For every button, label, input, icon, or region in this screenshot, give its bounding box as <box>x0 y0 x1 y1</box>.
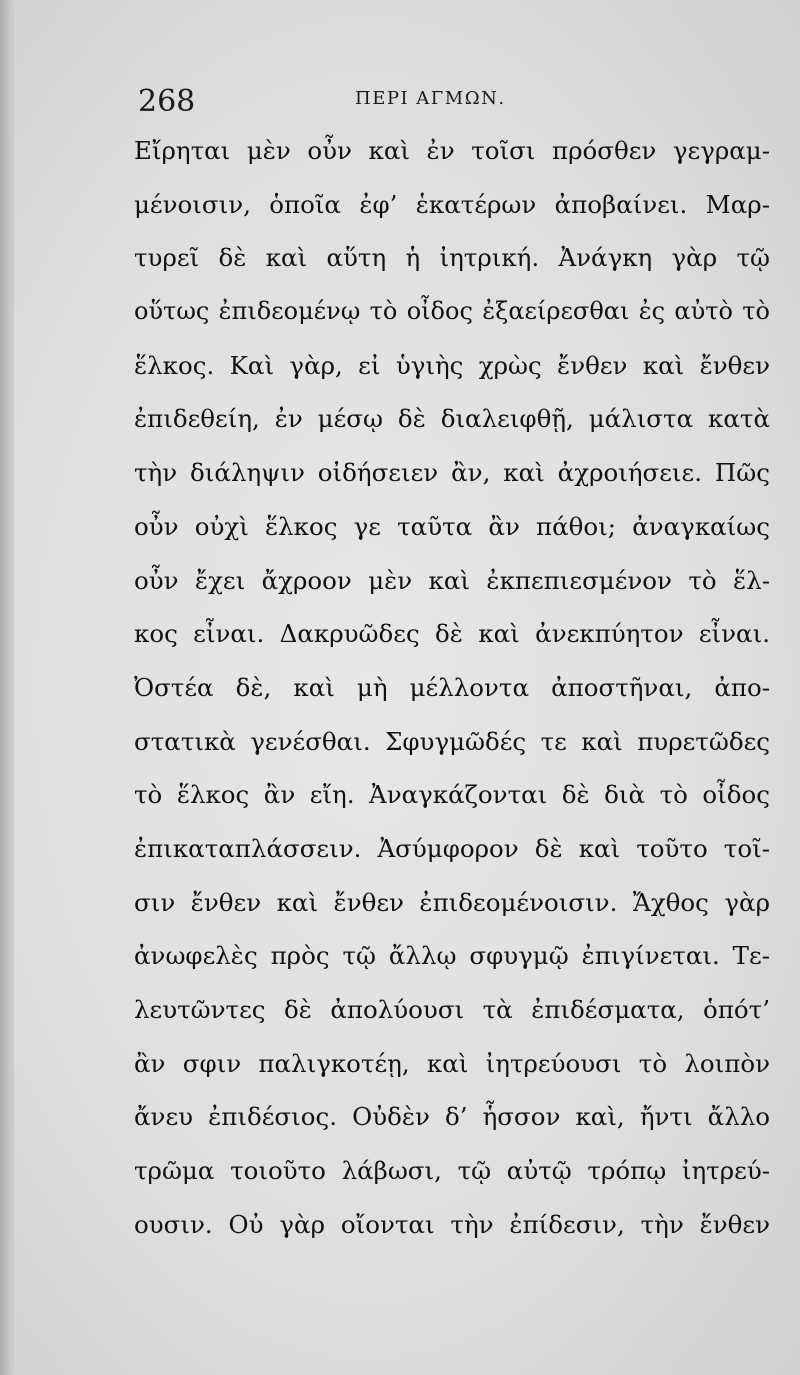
text-line: Εἴρηται μὲν οὖν καὶ ἐν τοῖσι πρόσθεν γεγραμ- <box>134 136 770 165</box>
text-line: ἕλκος. Καὶ γὰρ, εἰ ὑγιὴς χρὼς ἔνθεν καὶ ἔνθεν <box>134 350 770 380</box>
text-line: οὖν οὐχὶ ἕλκος γε ταῦτα ἂν πάθοι; ἀναγκαίως <box>134 511 770 541</box>
text-line: μένοισιν, ὁποῖα ἐφ’ ἑκατέρων ἀποβαίνει. Μαρ- <box>134 189 770 219</box>
text-line: σιν ἔνθεν καὶ ἔνθεν ἐπιδεομένοισιν. Ἄχθος γὰρ <box>134 887 770 917</box>
text-line: οὖν ἔχει ἄχροον μὲν καὶ ἐκπεπιεσμένον τὸ ἕλ- <box>134 565 770 595</box>
page-number: 268 <box>138 84 196 119</box>
text-line: ἐπικαταπλάσσειν. Ἀσύμφορον δὲ καὶ τοῦτο τοῖ- <box>134 833 770 863</box>
text-line: στατικὰ γενέσθαι. Σφυγμῶδές τε καὶ πυρετῶδες <box>134 726 770 756</box>
text-line: τυρεῖ δὲ καὶ αὕτη ἡ ἰητρική. Ἀνάγκη γὰρ τῷ <box>134 243 770 273</box>
body-text <box>134 124 770 1251</box>
text-line: τὴν διάληψιν οἰδήσειεν ἂν, καὶ ἀχροιήσειε. Πῶς <box>134 458 770 488</box>
running-head: ΠΕΡΙ ΑΓΜΩΝ. <box>355 88 506 109</box>
text-line: κος εἶναι. Δακρυῶδες δὲ καὶ ἀνεκπύητον εἶναι. <box>134 619 770 649</box>
text-line: τὸ ἕλκος ἂν εἴη. Ἀναγκάζονται δὲ διὰ τὸ οἶδος <box>134 780 770 810</box>
text-line: ἀνωφελὲς πρὸς τῷ ἄλλῳ σφυγμῷ ἐπιγίνεται. Τε- <box>134 941 770 971</box>
text-line: Ὀστέα δὲ, καὶ μὴ μέλλοντα ἀποστῆναι, ἀπο- <box>134 672 770 702</box>
text-line: τρῶμα τοιοῦτο λάβωσι, τῷ αὐτῷ τρόπῳ ἰητρεύ- <box>134 1156 770 1186</box>
text-line: ἐπιδεθείη, ἐν μέσῳ δὲ διαλειφθῇ, μάλιστα κατὰ <box>134 404 770 434</box>
text-line: ἄνευ ἐπιδέσιος. Οὐδὲν δ’ ἧσσον καὶ, ἤντι ἄλλο <box>134 1102 770 1132</box>
text-line: λευτῶντες δὲ ἀπολύουσι τὰ ἐπιδέσματα, ὁπότ’ <box>134 995 770 1024</box>
text-line: οὕτως ἐπιδεομένῳ τὸ οἶδος ἐξαείρεσθαι ἐς αὐτὸ τὸ <box>134 297 770 326</box>
text-line: ἂν σφιν παλιγκοτέῃ, καὶ ἰητρεύουσι τὸ λοιπὸν <box>134 1048 770 1078</box>
text-line: ουσιν. Οὐ γὰρ οἴονται τὴν ἐπίδεσιν, τὴν ἔνθεν <box>134 1209 770 1239</box>
